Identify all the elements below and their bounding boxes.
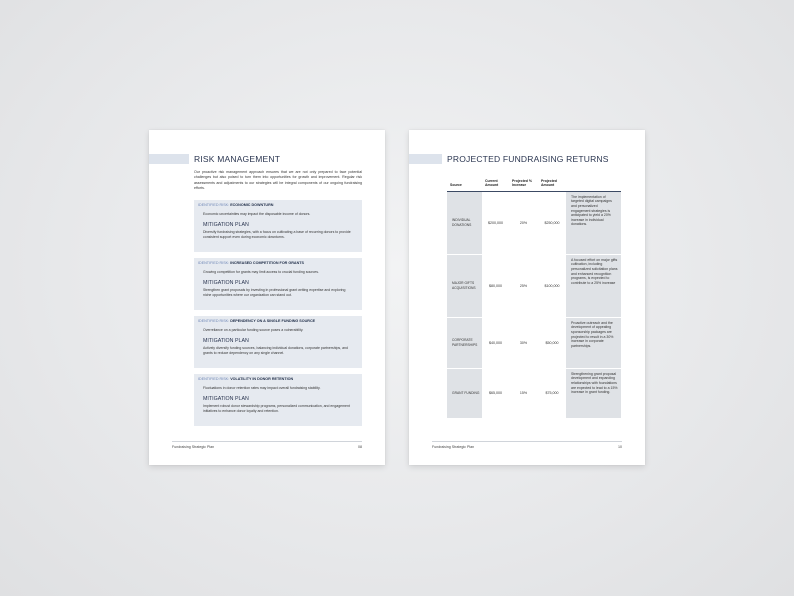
risk-description: Economic uncertainties may impact the disposable income of donors. [203, 212, 311, 216]
page-projected-returns [409, 130, 645, 465]
risk-heading [198, 319, 315, 323]
risk-prefix: IDENTIFIED RISK: [198, 377, 230, 381]
source-cell: CORPORATE PARTNERSHIPS [447, 317, 482, 368]
current-amount-cell: $80,000 [482, 254, 509, 317]
projected-amount-cell: $50,000 [538, 317, 566, 368]
intro-paragraph: Our proactive risk management approach ensures that we are not only prepared to face potential challenges but also poised to turn them into opportunities for growth and improvement. Regular risk assessments and adjustments to our strategies will be integral components of our ongoing fundraising efforts. [194, 170, 362, 190]
projected-amount-cell: $100,000 [538, 254, 566, 317]
mitigation-title: MITIGATION PLAN [203, 280, 249, 286]
mitigation-text: Diversify fundraising strategies, with a focus on cultivating a base of recurring donors to provide consistent support even during economic downturns. [203, 230, 351, 239]
title-accent-band [149, 154, 189, 164]
risk-prefix: IDENTIFIED RISK: [198, 203, 230, 207]
risk-heading [198, 261, 304, 265]
source-cell: MAJOR GIFTS ACQUISITIONS [447, 254, 482, 317]
increase-cell: 30% [509, 317, 538, 368]
source-cell: GRANT FUNDING [447, 368, 482, 418]
page-title: PROJECTED FUNDRAISING RETURNS [447, 154, 609, 164]
increase-cell: 20% [509, 191, 538, 254]
projected-amount-cell: $250,000 [538, 191, 566, 254]
current-amount-cell: $40,000 [482, 317, 509, 368]
column-header: Projected Amount [538, 177, 566, 191]
column-header: Source [447, 177, 482, 191]
table-header-row [447, 177, 621, 191]
page-number: 10 [618, 445, 622, 449]
current-amount-cell: $65,000 [482, 368, 509, 418]
mitigation-text: Actively diversify funding sources, balancing individual donations, corporate partnerships, and grants to reduce dependency on any single channel. [203, 346, 348, 355]
footer-label: Fundraising Strategic Plan [432, 445, 475, 449]
column-header: Current Amount [482, 177, 509, 191]
risk-description: Growing competition for grants may limit access to crucial funding sources. [203, 270, 319, 274]
mitigation-text: Implement robust donor stewardship programs, personalized communication, and engagement initiatives to enhance donor loyalty and retention. [203, 404, 350, 413]
risk-prefix: IDENTIFIED RISK: [198, 319, 230, 323]
title-accent-band [409, 154, 442, 164]
risk-card [194, 258, 362, 310]
table-row [447, 191, 621, 254]
mitigation-title: MITIGATION PLAN [203, 396, 249, 402]
description-cell: The implementation of targeted digital campaigns and personalized engagement strategies is anticipated to yield a 20% increase in individual donations. [566, 191, 621, 254]
increase-cell: 15% [509, 368, 538, 418]
risk-description: Overreliance on a particular funding source poses a vulnerability. [203, 328, 304, 332]
projected-amount-cell: $75,000 [538, 368, 566, 418]
page-footer [432, 441, 622, 449]
risk-prefix: IDENTIFIED RISK: [198, 261, 230, 265]
risk-card [194, 200, 362, 252]
risk-description: Fluctuations in donor retention rates may impact overall fundraising stability. [203, 386, 321, 390]
mitigation-title: MITIGATION PLAN [203, 222, 249, 228]
page-footer [172, 441, 362, 449]
mitigation-title: MITIGATION PLAN [203, 338, 249, 344]
source-cell: INDIVIDUAL DONATIONS [447, 191, 482, 254]
table-row [447, 368, 621, 418]
description-cell: Proactive outreach and the development of appealing sponsorship packages are projected to result in a 30% increase in corporate partnerships. [566, 317, 621, 368]
page-number: 08 [358, 445, 362, 449]
column-header: Projected % Increase [509, 177, 538, 191]
mitigation-text: Strengthen grant proposals by investing in professional grant writing expertise and exploring niche opportunities where our organization can stand out. [203, 288, 346, 297]
page-title: RISK MANAGEMENT [194, 154, 281, 164]
funding-table [447, 177, 621, 419]
increase-cell: 25% [509, 254, 538, 317]
risk-name: ECONOMIC DOWNTURN [230, 203, 274, 207]
table-row [447, 317, 621, 368]
table-row [447, 254, 621, 317]
current-amount-cell: $200,000 [482, 191, 509, 254]
risk-card [194, 374, 362, 426]
description-cell: Strengthening grant proposal development and expanding relationships with foundations are expected to lead to a 15% increase in grant funding. [566, 368, 621, 418]
description-cell: A focused effort on major gifts cultivation, including personalized solicitation plans and enhanced recognition programs, is expected to contribute to a 25% increase [566, 254, 621, 317]
risk-name: DEPENDENCY ON A SINGLE FUNDING SOURCE [230, 319, 316, 323]
footer-label: Fundraising Strategic Plan [172, 445, 215, 449]
column-header [566, 177, 621, 191]
risk-name: VOLATILITY IN DONOR RETENTION [230, 377, 294, 381]
risk-card [194, 316, 362, 368]
risk-heading [198, 377, 293, 381]
page-risk-management [149, 130, 385, 465]
risk-name: INCREASED COMPETITION FOR GRANTS [230, 261, 304, 265]
risk-heading [198, 203, 273, 207]
